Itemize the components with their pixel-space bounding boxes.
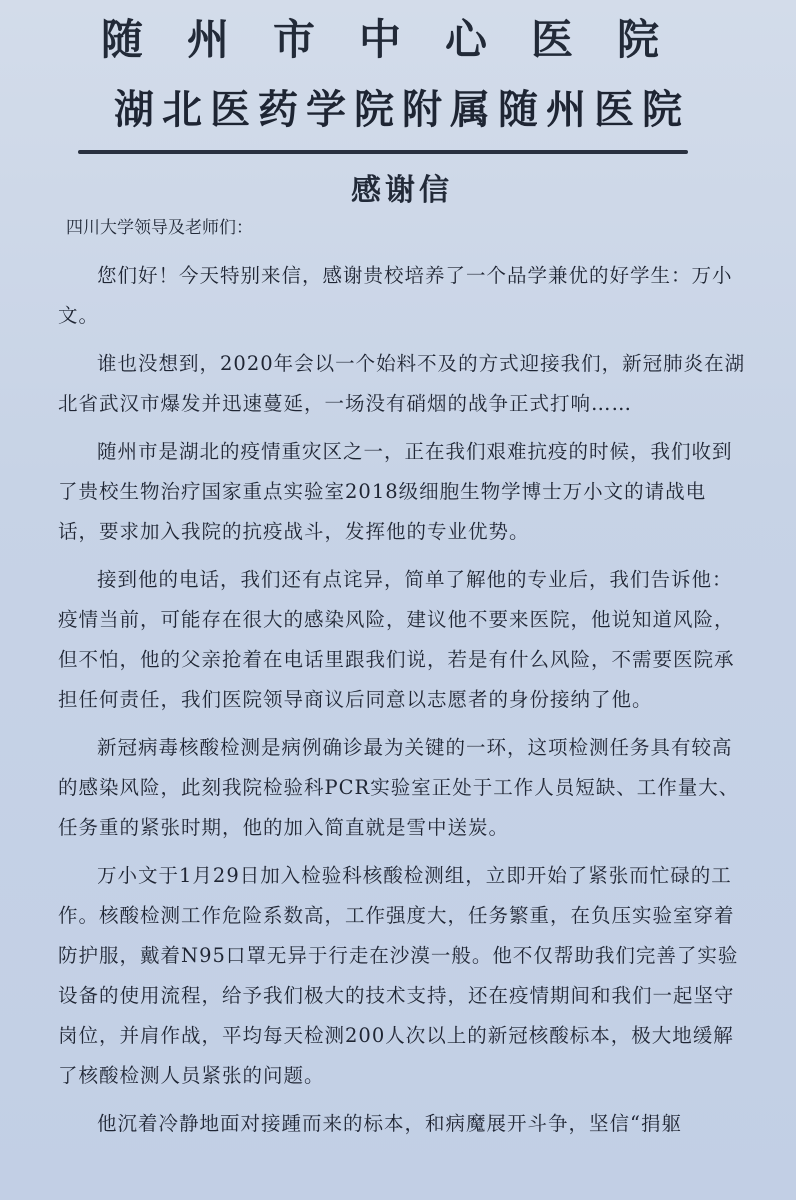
paragraph-greeting: 您们好！今天特别来信，感谢贵校培养了一个品学兼优的好学生：万小文。: [58, 264, 733, 327]
paragraph-closing: 他沉着冷静地面对接踵而来的标本，和病魔展开斗争，坚信“捐躯: [97, 1112, 682, 1135]
letterhead-divider: [78, 150, 688, 154]
paragraph-acceptance: 接到他的电话，我们还有点诧异，简单了解他的专业后，我们告诉他：疫情当前，可能存在很大的感染风险，建议他不要来医院，他说知道风险，但不怕，他的父亲抢着在电话里跟我们说，若是有什么风险，不需要医院承担任何责任，我们医院领导商议后同意以志愿者的身份接纳了他。: [58, 568, 735, 711]
paragraph-testing: 新冠病毒核酸检测是病例确诊最为关键的一环，这项检测任务具有较高的感染风险，此刻我院检验科PCR实验室正处于工作人员短缺、工作量大、任务重的紧张时期，他的加入简直就是雪中送炭。: [58, 736, 740, 839]
affiliation-heading: 湖北医药学院附属随州医院: [114, 87, 690, 133]
paragraph-outbreak: 谁也没想到，2020年会以一个始料不及的方式迎接我们，新冠肺炎在湖北省武汉市爆发并迅速蔓延，一场没有硝烟的战争正式打响……: [58, 352, 746, 415]
paragraph-request: 随州市是湖北的疫情重灾区之一，正在我们艰难抗疫的时候，我们收到了贵校生物治疗国家重点实验室2018级细胞生物学博士万小文的请战电话，要求加入我院的抗疫战斗，发挥他的专业优势。: [58, 440, 733, 543]
paragraph-work: 万小文于1月29日加入检验科核酸检测组，立即开始了紧张而忙碌的工作。核酸检测工作危险系数高，工作强度大，任务繁重，在负压实验室穿着防护服，戴着N95口罩无异于行走在沙漠一般。他不仅帮助我们完善了实验设备的使用流程，给予我们极大的技术支持，还在疫情期间和我们一起坚守岗位，并肩作战，平均每天检测200人次以上的新冠核酸标本，极大地缓解了核酸检测人员紧张的问题。: [58, 864, 739, 1087]
letter-title: 感谢信: [351, 173, 453, 208]
hospital-name-heading: 随州市中心医院: [100, 15, 703, 64]
letter-salutation: 四川大学领导及老师们：: [66, 218, 253, 238]
